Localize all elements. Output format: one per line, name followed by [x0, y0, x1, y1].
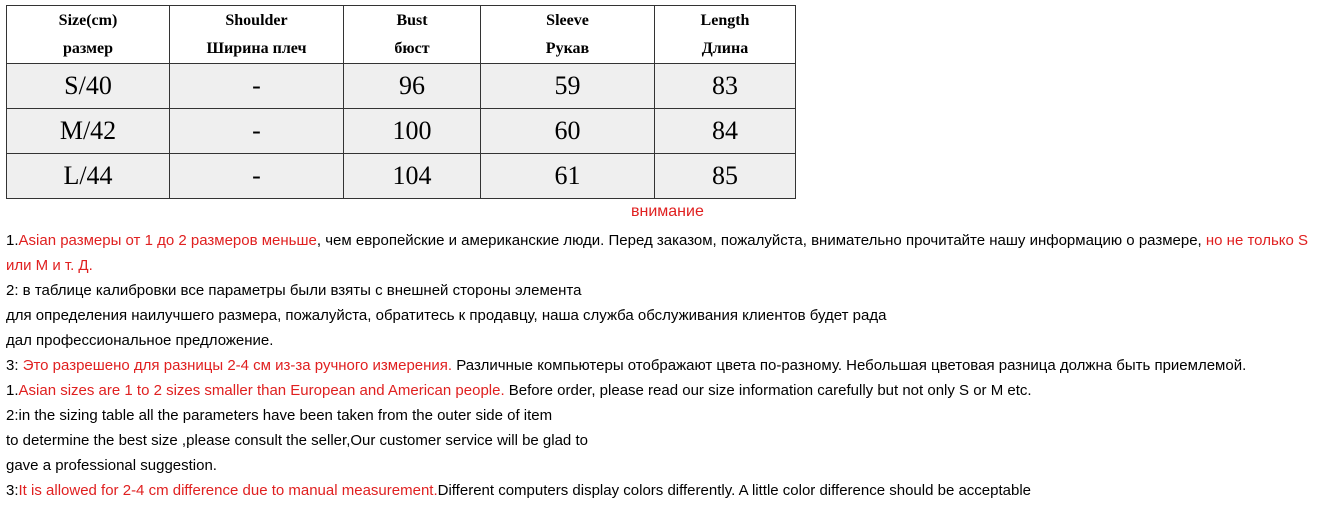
note-prefix: 3:: [6, 357, 23, 374]
header-label-en: Shoulder: [225, 11, 288, 29]
cell-length: 84: [655, 109, 796, 154]
header-label-ru: Ширина плеч: [206, 39, 307, 57]
note-prefix: 3:: [6, 482, 19, 499]
note-highlight: но не только S или M и т. Д.: [6, 232, 1309, 274]
cell-sleeve: 60: [481, 109, 655, 154]
cell-bust: 104: [344, 154, 481, 199]
note-highlight: Это разрешено для разницы 2-4 см из-за ручного измерения.: [22, 357, 453, 374]
header-label-ru: размер: [63, 39, 113, 57]
cell-length: 85: [655, 154, 796, 199]
header-shoulder: [170, 6, 344, 64]
table-header-row: [7, 6, 796, 64]
note-en-1: [6, 378, 1311, 403]
cell-sleeve: 61: [481, 154, 655, 199]
cell-bust: 100: [344, 109, 481, 154]
note-ru-2c: дал профессиональное предложение.: [6, 332, 274, 349]
header-label-ru: Длина: [701, 39, 749, 57]
cell-size: S/40: [7, 64, 170, 109]
cell-length: 83: [655, 64, 796, 109]
note-en-2c: gave a professional suggestion.: [6, 457, 217, 474]
note-text: , чем европейские и американские люди. Перед заказом, пожалуйста, внимательно прочитайте нашу информацию о размере,: [316, 232, 1202, 249]
note-text: Before order, please read our size information carefully but not only S or M etc.: [504, 382, 1032, 399]
header-bust: [344, 6, 481, 64]
cell-shoulder: -: [170, 154, 344, 199]
table-row: [7, 64, 796, 109]
cell-size: L/44: [7, 154, 170, 199]
note-prefix: 1.: [6, 232, 19, 249]
note-ru-2a: 2: в таблице калибровки все параметры были взяты с внешней стороны элемента: [6, 282, 582, 299]
note-en-2a: 2:in the sizing table all the parameters have been taken from the outer side of item: [6, 407, 553, 424]
cell-shoulder: -: [170, 64, 344, 109]
size-chart-table: [6, 5, 796, 199]
note-highlight: Asian sizes are 1 to 2 sizes smaller than European and American people.: [18, 382, 505, 399]
note-ru-2b: для определения наилучшего размера, пожалуйста, обратитесь к продавцу, наша служба обслуживания клиентов будет рада: [6, 307, 887, 324]
note-en-2b: to determine the best size ,please consult the seller,Our customer service will be glad to: [6, 432, 588, 449]
note-ru-3: [6, 353, 1311, 378]
note-text: Different computers display colors differently. A little color difference should be acceptable: [437, 482, 1032, 499]
header-label-ru: Рукав: [545, 39, 590, 57]
header-size: [7, 6, 170, 64]
note-en-3: [6, 478, 1311, 503]
header-label-en: Sleeve: [546, 11, 589, 29]
table-row: [7, 109, 796, 154]
cell-bust: 96: [344, 64, 481, 109]
header-label-en: Bust: [396, 11, 428, 29]
note-highlight: It is allowed for 2-4 cm difference due to manual measurement.: [18, 482, 438, 499]
header-sleeve: [481, 6, 655, 64]
header-label-ru: бюст: [394, 39, 430, 57]
note-text: Различные компьютеры отображают цвета по-разному. Небольшая цветовая разница должна быть приемлемой.: [452, 357, 1247, 374]
cell-shoulder: -: [170, 109, 344, 154]
header-length: [655, 6, 796, 64]
note-prefix: 1.: [6, 382, 19, 399]
note-ru-1: [6, 228, 1311, 278]
note-highlight: Asian размеры от 1 до 2 размеров меньше: [18, 232, 317, 249]
header-label-en: Length: [700, 11, 750, 29]
header-label-en: Size(cm): [58, 11, 118, 29]
table-row: [7, 154, 796, 199]
cell-size: M/42: [7, 109, 170, 154]
cell-sleeve: 59: [481, 64, 655, 109]
attention-heading: внимание: [631, 203, 704, 220]
size-notes: [6, 228, 1311, 503]
